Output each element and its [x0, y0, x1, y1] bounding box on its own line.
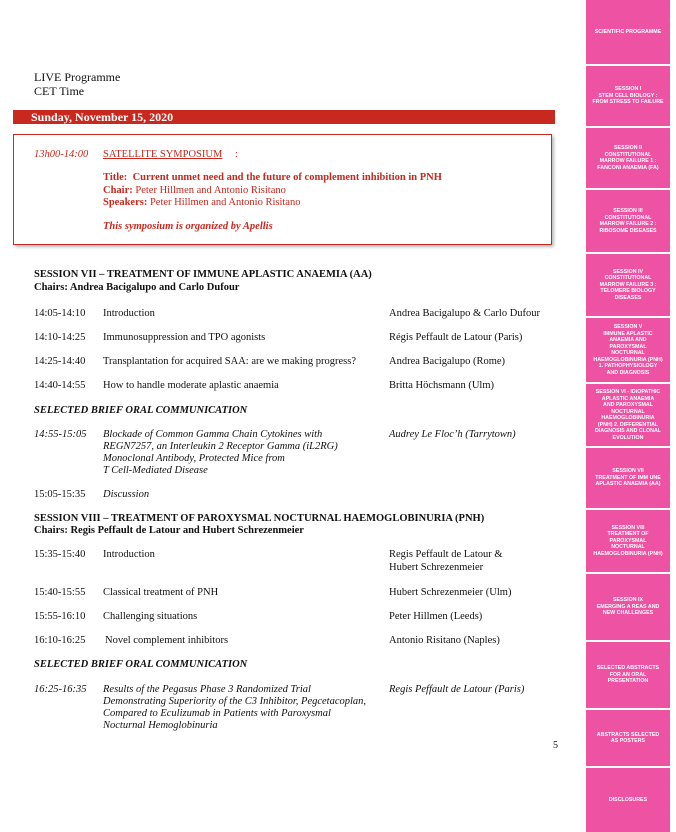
- session8-row-time: 15:40-15:55: [34, 587, 86, 598]
- sidebar-item-session-4[interactable]: SESSION IV CONSTITUTIONAL MARROW FAILURE 3 : TELOMERE BIOLOGY DISEASES: [586, 254, 670, 316]
- session7-chairs: Chairs: Andrea Bacigalupo and Carlo Dufour: [34, 282, 240, 293]
- session7-row-topic: Immunosuppression and TPO agonists: [103, 332, 266, 343]
- session7-discussion-time: 15:05-15:35: [34, 489, 86, 500]
- sidebar-item-session-8[interactable]: SESSION VIII TREATMENT OF PAROXYSMAL NOCTURNAL HAEMOGLOBINURIA (PNH): [586, 510, 670, 572]
- satellite-heading: SATELLITE SYMPOSIUM: [103, 149, 223, 160]
- sidebar-item-session-2[interactable]: SESSION II CONSTITUTIONAL MARROW FAILURE 1 : FANCONI ANAEMIA (FA): [586, 128, 670, 188]
- session8-row-time: 16:10-16:25: [34, 635, 86, 646]
- page-number: 5: [553, 740, 558, 751]
- satellite-chair: Peter Hillmen and Antonio Risitano: [135, 185, 286, 196]
- session8-row-topic: Introduction: [103, 549, 155, 560]
- session7-oral-line: T Cell-Mediated Disease: [103, 465, 208, 476]
- session8-title: SESSION VIII – TREATMENT OF PAROXYSMAL NOCTURNAL HAEMOGLOBINURIA (PNH): [34, 513, 485, 524]
- session7-row-speaker: Britta Höchsmann (Ulm): [389, 380, 494, 391]
- sidebar-nav: [586, 0, 670, 832]
- satellite-time: 13h00-14:00: [34, 149, 89, 160]
- satellite-title-line: [103, 172, 442, 183]
- session7-oral-time: 14:55-15:05: [34, 429, 87, 440]
- sidebar-item-abstracts-posters[interactable]: ABSTRACTS SELECTED AS POSTERS: [586, 710, 670, 766]
- session7-title: SESSION VII – TREATMENT OF IMMUNE APLASTIC ANAEMIA (AA): [34, 269, 372, 280]
- session8-row-speaker: Regis Peffault de Latour &: [389, 549, 503, 560]
- session7-row-topic: Introduction: [103, 308, 155, 319]
- sidebar-item-session-9[interactable]: SESSION IX EMERGING A REAS AND NEW CHALLENGES: [586, 574, 670, 640]
- session8-row-speaker: Peter Hillmen (Leeds): [389, 611, 483, 622]
- satellite-organized-note: This symposium is organized by Apellis: [103, 221, 273, 232]
- session8-selected-heading: SELECTED BRIEF ORAL COMMUNICATION: [34, 659, 248, 670]
- satellite-title: Current unmet need and the future of complement inhibition in PNH: [132, 172, 442, 183]
- sidebar-item-session-1[interactable]: SESSION I STEM CELL BIOLOGY : FROM STRESS TO FAILURE: [586, 66, 670, 126]
- sidebar-item-scientific-programme[interactable]: SCIENTIFIC PROGRAMME: [586, 0, 670, 64]
- sidebar-item-selected-abstracts-oral[interactable]: SELECTED ABSTRACTS FOR AN ORAL PRESENTATION: [586, 642, 670, 708]
- session7-discussion-label: Discussion: [103, 489, 150, 500]
- session8-oral-line: Results of the Pegasus Phase 3 Randomized Trial: [103, 684, 311, 695]
- satellite-chair-line: [103, 185, 286, 196]
- session8-oral-time: 16:25-16:35: [34, 684, 87, 695]
- session8-oral-speaker: Regis Peffault de Latour (Paris): [389, 684, 525, 695]
- session7-row-topic: How to handle moderate aplastic anaemia: [103, 380, 279, 391]
- session7-oral-line: Monoclonal Antibody, Protected Mice from: [103, 453, 285, 464]
- session8-row-topic: Challenging situations: [103, 611, 198, 622]
- satellite-title-label: Title:: [103, 172, 128, 183]
- satellite-speakers: Peter Hillmen and Antonio Risitano: [149, 197, 301, 208]
- session8-row-topic: Novel complement inhibitors: [105, 635, 229, 646]
- session7-row-time: 14:40-14:55: [34, 380, 86, 391]
- session7-row-speaker: Andrea Bacigalupo & Carlo Dufour: [389, 308, 541, 319]
- satellite-heading-colon: :: [235, 149, 238, 160]
- session7-row-topic: Transplantation for acquired SAA: are we making progress?: [103, 356, 357, 367]
- session8-row-speaker-2: Hubert Schrezenmeier: [389, 562, 484, 573]
- header-cet-time: CET Time: [34, 84, 85, 98]
- satellite-speakers-label: Speakers:: [103, 197, 148, 208]
- session7-oral-line: Blockade of Common Gamma Chain Cytokines with: [103, 429, 323, 440]
- session8-row-speaker: Hubert Schrezenmeier (Ulm): [389, 587, 512, 598]
- session7-row-speaker: Régis Peffault de Latour (Paris): [389, 332, 523, 343]
- session7-oral-line: REGN7257, an Interleukin 2 Receptor Gamma (iL2RG): [103, 441, 338, 452]
- session7-row-time: 14:25-14:40: [34, 356, 86, 367]
- session7-oral-speaker: Audrey Le Floc’h (Tarrytown): [389, 429, 516, 440]
- session7-row-time: 14:10-14:25: [34, 332, 86, 343]
- session8-oral-line: Compared to Eculizumab in Patients with Paroxysmal: [103, 708, 331, 719]
- session8-row-topic: Classical treatment of PNH: [103, 587, 219, 598]
- session8-oral-line: Demonstrating Superiority of the C3 Inhibitor, Pegcetacoplan,: [103, 696, 367, 707]
- sidebar-item-session-7[interactable]: SESSION VII TREATMENT OF IMM UNE APLASTIC ANAEMIA (AA): [586, 448, 670, 508]
- satellite-symposium-box: [13, 134, 552, 245]
- sidebar-item-disclosures[interactable]: DISCLOSURES: [586, 768, 670, 832]
- session7-row-speaker: Andrea Bacigalupo (Rome): [389, 356, 506, 367]
- header-live-programme: LIVE Programme: [34, 70, 121, 84]
- date-bar: Sunday, November 15, 2020: [13, 110, 555, 124]
- session8-row-speaker: Antonio Risitano (Naples): [389, 635, 500, 646]
- sidebar-item-session-3[interactable]: SESSION III CONSTITUTIONAL MARROW FAILURE 2 : RIBOSOME DISEASES: [586, 190, 670, 252]
- session8-chairs: Chairs: Regis Peffault de Latour and Hubert Schrezenmeier: [34, 525, 304, 536]
- sidebar-item-session-5[interactable]: SESSION V IMMUNE APLASTIC ANAEMIA AND PAROXYSMAL NOCTURNAL HAEMOGLOBINURIA (PNH) 1. PATHOPHYSIOLOGY AND DIAGNOSIS: [586, 318, 670, 382]
- sidebar-item-session-6[interactable]: SESSION VI - IDIOPATHIC APLASTIC ANAEMIA AND PAROXYSMAL NOCTURNAL HAEMOGLOBINURIA (PNH) 2. DIFFERENTIAL DIAGNOSIS AND CLONAL EVOLUTION: [586, 384, 670, 446]
- session7-selected-heading: SELECTED BRIEF ORAL COMMUNICATION: [34, 405, 248, 416]
- session8-oral-line: Nocturnal Hemoglobinuria: [103, 720, 218, 731]
- session8-row-time: 15:35-15:40: [34, 549, 86, 560]
- session7-row-time: 14:05-14:10: [34, 308, 86, 319]
- programme-header: [34, 70, 120, 98]
- session8-row-time: 15:55-16:10: [34, 611, 86, 622]
- satellite-chair-label: Chair:: [103, 185, 133, 196]
- satellite-speakers-line: [103, 197, 300, 208]
